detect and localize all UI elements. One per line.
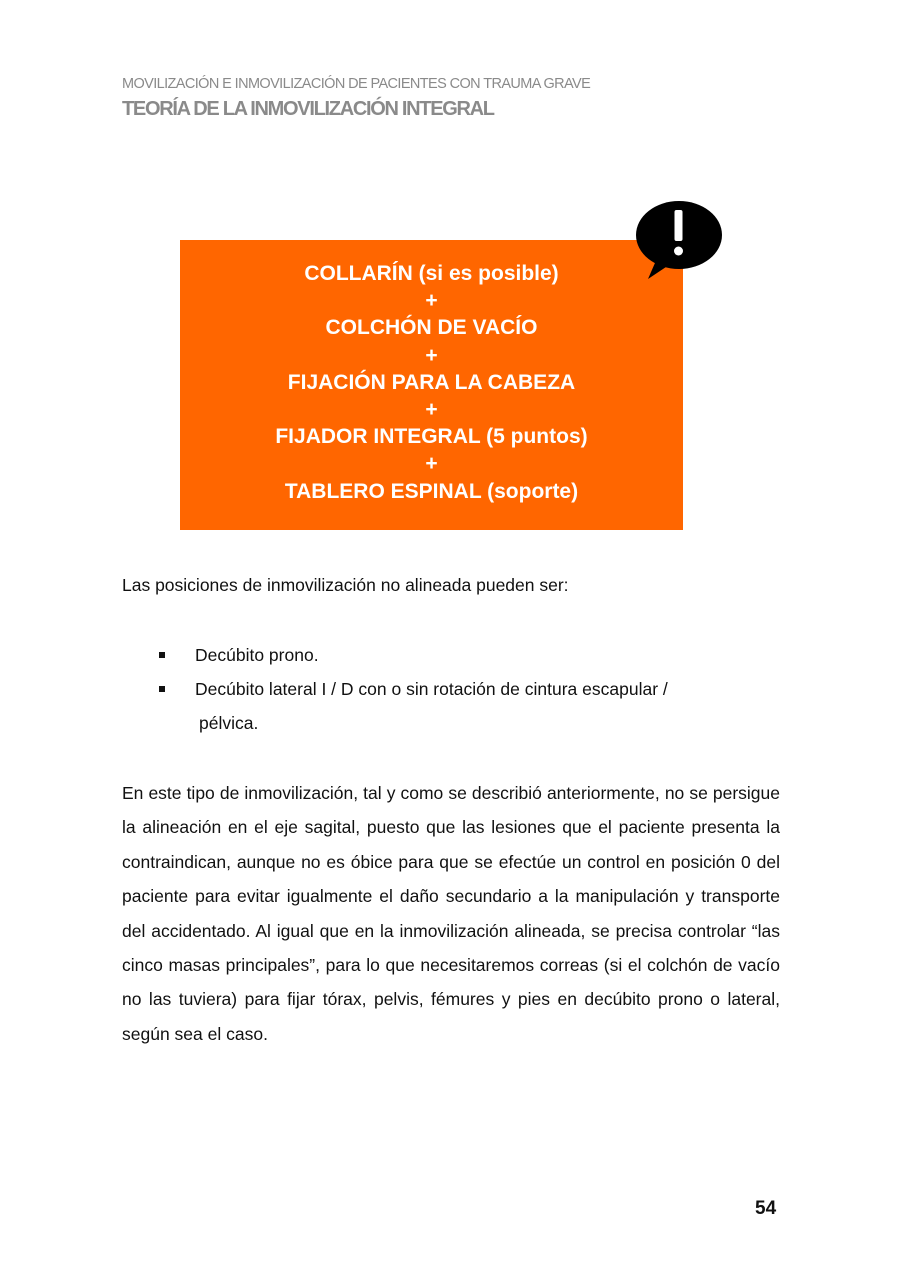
callout-line: COLCHÓN DE VACÍO [325, 316, 538, 340]
exclamation-speech-bubble-icon [634, 198, 726, 282]
callout-plus: + [425, 289, 438, 313]
callout-line: TABLERO ESPINAL (soporte) [284, 479, 579, 503]
callout-line: FIJACIÓN PARA LA CABEZA [287, 370, 576, 394]
intro-text: Las posiciones de inmovilización no alineada pueden ser: [122, 575, 569, 595]
callout-box [180, 240, 683, 530]
document-header-title: TEORÍA DE LA INMOVILIZACIÓN INTEGRAL [122, 98, 494, 120]
list-item: Decúbito prono. [195, 645, 319, 665]
callout-lines [180, 260, 683, 505]
list-item-continuation: pélvica. [199, 713, 259, 733]
callout-line: COLLARÍN (si es posible) [304, 262, 559, 285]
callout-plus: + [425, 452, 438, 476]
bullet-marker [159, 652, 165, 658]
page-number: 54 [755, 1198, 777, 1219]
callout-plus: + [425, 343, 438, 367]
list-item: Decúbito lateral I / D con o sin rotación de cintura escapular / [195, 679, 668, 699]
callout-line: FIJADOR INTEGRAL (5 puntos) [275, 425, 588, 449]
callout-plus: + [425, 398, 438, 422]
bullet-marker [159, 686, 165, 692]
body-paragraph: En este tipo de inmovilización, tal y como se describió anteriormente, no se persigue la alineación en el eje sagital, puesto que las lesiones que el paciente presenta la contraindican, aunque no es óbice para que se efectúe un control en posición 0 del paciente para evitar igualmente el daño secundario a la manipulación y transporte del accidentado. Al igual que en la inmovilización alineada, se precisa controlar “las cinco masas principales”, para lo que necesitaremos correas (si el colchón de vacío no las tuviera) para fijar tórax, pelvis, fémures y pies en decúbito prono o lateral, según sea el caso. [122, 783, 780, 1044]
document-header-subtitle: MOVILIZACIÓN E INMOVILIZACIÓN DE PACIENTES CON TRAUMA GRAVE [122, 76, 591, 92]
